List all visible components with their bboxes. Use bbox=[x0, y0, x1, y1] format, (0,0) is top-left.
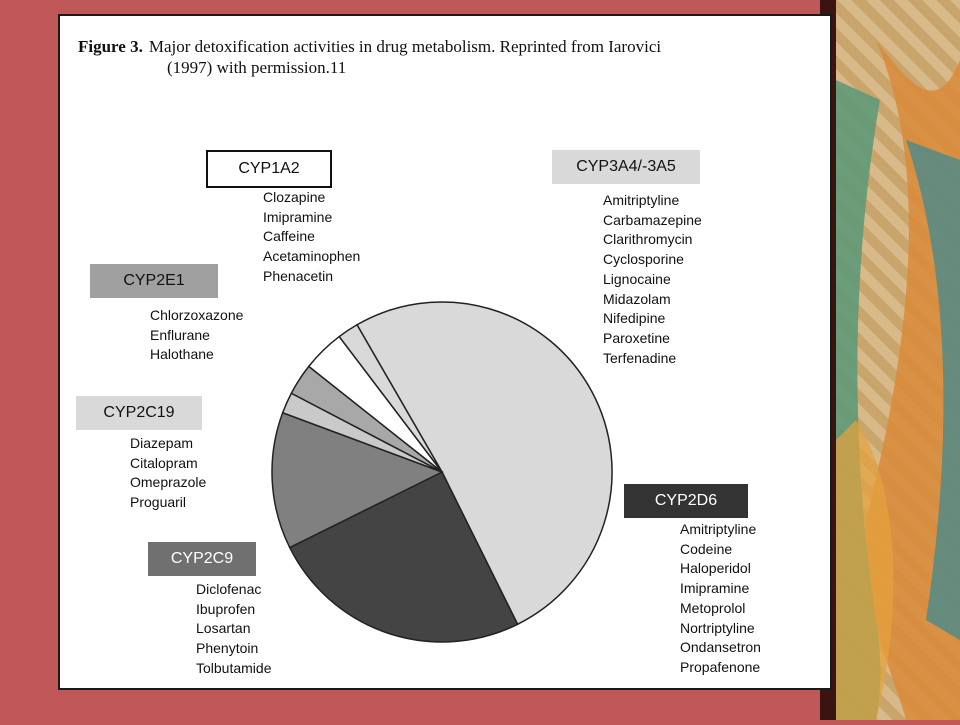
drug-list-item: Haloperidol bbox=[680, 560, 751, 577]
caption-line-2: (1997) with permission.11 bbox=[167, 58, 347, 77]
drug-list-item: Halothane bbox=[150, 346, 214, 363]
cyp3a4-label: CYP3A4/-3A5 bbox=[552, 150, 700, 184]
drug-list-item: Terfenadine bbox=[603, 349, 677, 366]
cyp1a2-drug-list bbox=[263, 188, 360, 287]
drug-list-item: Midazolam bbox=[603, 290, 671, 307]
drug-list-item: Carbamazepine bbox=[603, 211, 702, 228]
cyp3a4-drug-list bbox=[603, 191, 702, 368]
figure-panel bbox=[58, 14, 832, 690]
drug-list-item: Tolbutamide bbox=[196, 659, 272, 676]
cyp2d6-label: CYP2D6 bbox=[624, 484, 748, 518]
cyp2e1-label: CYP2E1 bbox=[90, 264, 218, 298]
drug-list-item: Diclofenac bbox=[196, 581, 262, 597]
drug-list-item: Caffeine bbox=[263, 228, 315, 245]
drug-list-item: Codeine bbox=[680, 540, 733, 557]
drug-list-item: Enflurane bbox=[150, 326, 210, 343]
drug-list-item: Diazepam bbox=[130, 435, 194, 451]
drug-list-item: Omeprazole bbox=[130, 474, 207, 491]
drug-list-item: Citalopram bbox=[130, 454, 198, 471]
cyp1a2-label: CYP1A2 bbox=[206, 150, 332, 188]
drug-list-item: Imipramine bbox=[263, 208, 333, 225]
drug-list-item: Amitriptyline bbox=[603, 192, 680, 208]
drug-list-item: Cyclosporine bbox=[603, 251, 684, 268]
drug-list-item: Nifedipine bbox=[603, 310, 666, 327]
cyp2c19-label: CYP2C19 bbox=[76, 396, 202, 430]
drug-list-item: Amitriptyline bbox=[680, 521, 757, 537]
drug-list-item: Paroxetine bbox=[603, 329, 670, 346]
drug-list-item: Proguaril bbox=[130, 494, 187, 511]
decorative-leaves bbox=[836, 0, 960, 720]
drug-list-item: Phenytoin bbox=[196, 640, 259, 657]
cyp2c19-drug-list bbox=[130, 434, 206, 513]
drug-list-item: Clarithromycin bbox=[603, 231, 693, 248]
drug-list-item: Imipramine bbox=[680, 580, 750, 597]
drug-list-item: Propafenone bbox=[680, 658, 761, 675]
decorative-strip bbox=[836, 0, 960, 720]
cyp2e1-drug-list bbox=[150, 306, 243, 365]
drug-list-item: Acetaminophen bbox=[263, 248, 361, 265]
drug-list-item: Losartan bbox=[196, 620, 251, 637]
drug-list-item: Clozapine bbox=[263, 189, 326, 205]
drug-list-item: Ibuprofen bbox=[196, 600, 256, 617]
drug-list-item: Chlorzoxazone bbox=[150, 307, 244, 323]
drug-list-item: Lignocaine bbox=[603, 270, 671, 287]
cyp2c9-drug-list bbox=[196, 580, 272, 679]
caption-label: Figure 3. bbox=[78, 37, 143, 56]
drug-list-item: Ondansetron bbox=[680, 639, 761, 656]
drug-list-item: Nortriptyline bbox=[680, 619, 755, 636]
drug-list-item: Phenacetin bbox=[263, 267, 334, 284]
cyp2d6-drug-list bbox=[680, 520, 761, 678]
caption-line-1: Major detoxification activities in drug metabolism. Reprinted from Iarovici bbox=[148, 37, 662, 56]
cyp2c9-label: CYP2C9 bbox=[148, 542, 256, 576]
drug-list-item: Metoprolol bbox=[680, 599, 746, 616]
